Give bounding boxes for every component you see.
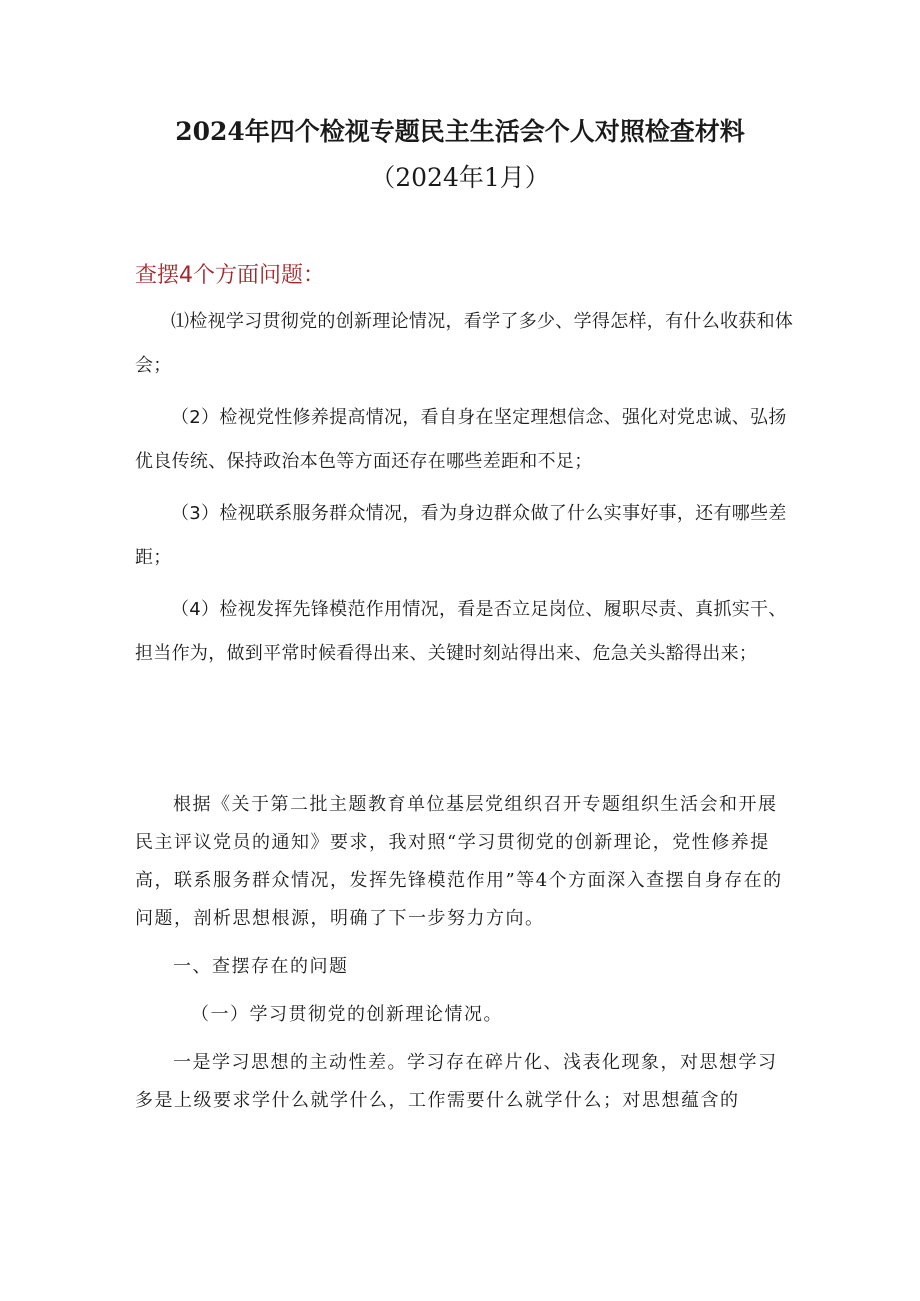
issue-item-3: （3）检视联系服务群众情况，看为身边群众做了什么实事好事，还有哪些差距； [135,503,787,568]
document-date: （2024年1月） [370,163,550,192]
issue-item-4: （4）检视发挥先锋模范作用情况，看是否立足岗位、履职尽责、真抓实干、担当作为，做到平常时候看得出来、关键时刻站得出来、危急关头豁得出来； [135,599,787,664]
issues-heading: 查摆4个方面问题： [135,263,325,288]
issue-item-2: （2）检视党性修养提高情况，看自身在坚定理想信念、强化对党忠诚、弘扬优良传统、保持政治本色等方面还存在哪些差距和不足； [135,407,787,472]
point-paragraph-1: 一是学习思想的主动性差。学习存在碎片化、浅表化现象，对思想学习多是上级要求学什么就学什么，工作需要什么就学什么；对思想蕴含的 [135,1052,778,1111]
section-heading-1: 一、查摆存在的问题 [173,956,349,977]
intro-paragraph: 根据《关于第二批主题教育单位基层党组织召开专题组织生活会和开展民主评议党员的通知》要求，我对照“学习贯彻党的创新理论，党性修养提高，联系服务群众情况，发挥先锋模范作用”等4个方面深入查摆自身存在的问题，剖析思想根源，明确了下一步努力方向。 [135,794,783,929]
issue-item-1: ⑴检视学习贯彻党的创新理论情况，看学了多少、学得怎样，有什么收获和体会； [135,311,794,376]
document-title: 2024年四个检视专题民主生活会个人对照检查材料 [175,117,745,146]
subsection-heading-1: （一）学习贯彻党的创新理论情况。 [191,1004,503,1025]
body-text [135,786,795,1130]
issues-list [135,300,800,684]
